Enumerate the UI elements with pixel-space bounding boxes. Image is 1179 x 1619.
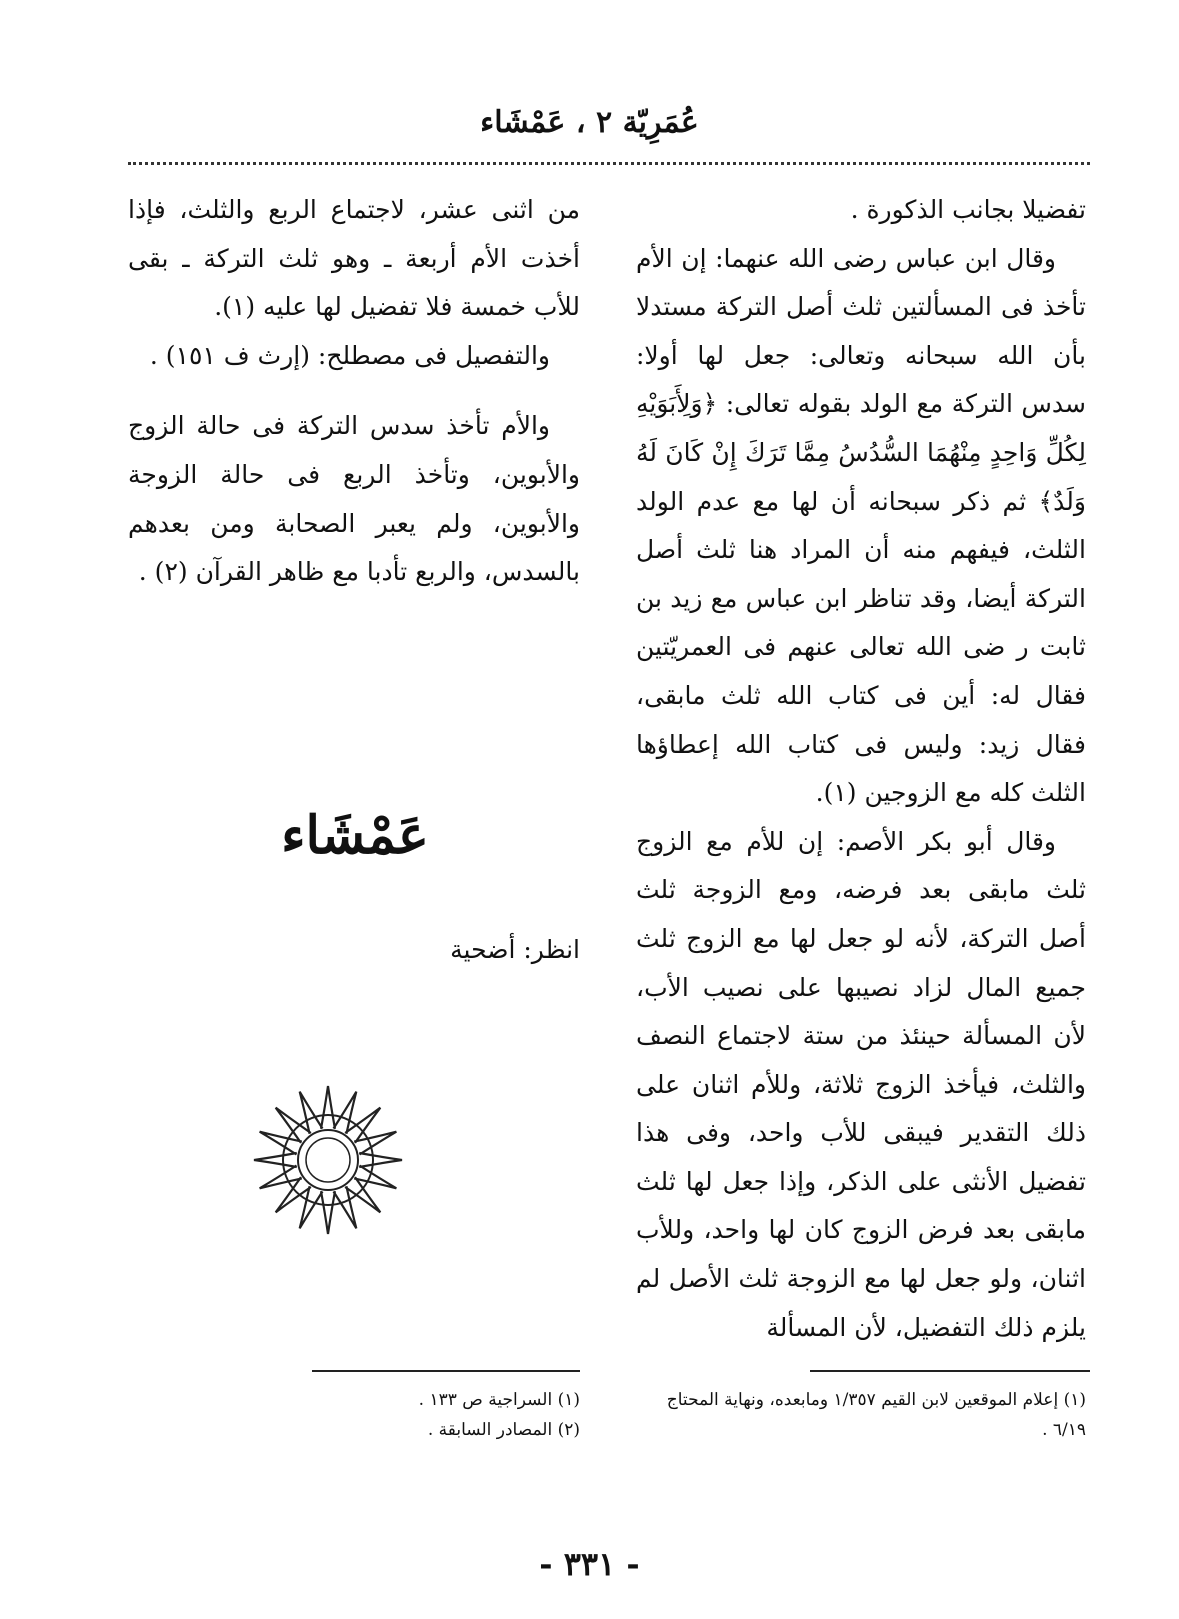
footnotes-right bbox=[636, 1385, 1086, 1445]
footnote: (١) إعلام الموقعين لابن القيم ١/٣٥٧ ومابعده، ونهاية المحتاج ٦/١٩ . bbox=[666, 1390, 1086, 1440]
footnote: (١) السراجية ص ١٣٣ . bbox=[418, 1390, 580, 1410]
footnotes-left bbox=[312, 1385, 580, 1445]
header-dotted-rule bbox=[128, 162, 1090, 165]
ornament-petal bbox=[254, 1153, 297, 1167]
paragraph: وقال أبو بكر الأصم: إن للأم مع الزوج ثلث مابقى بعد فرضه، ومع الزوجة ثلث أصل التركة، لأنه لو جعل لها مع الزوج ثلث جميع المال لزاد نصيبها على نصيب الأب، لأن المسألة حينئذ من ستة لاجتماع النصف والثلث، فيأخذ الزوج ثلاثة، وللأم اثنان على ذلك التقدير فيبقى للأب واحد، وفى هذا تفضيل الأنثى على الذكر، وإذا جعل لها ثلث مابقى بعد فرض الزوج كان لها واحد، وللأب اثنان، ولو جعل لها مع الزوجة ثلث الأصل لم يلزم ذلك التفضيل، لأن المسألة bbox=[636, 826, 1086, 1342]
running-header: عُمَرِيّة ٢ ، عَمْشَاء bbox=[480, 105, 699, 140]
decorative-ornament-icon bbox=[248, 1080, 408, 1240]
see-also-reference: انظر: أضحية bbox=[450, 935, 580, 964]
page-number: - ٣٣١ - bbox=[539, 1545, 640, 1583]
paragraph: والتفصيل فى مصطلح: (إرث ف ١٥١) . bbox=[149, 340, 550, 370]
paragraph: والأم تأخذ سدس التركة فى حالة الزوج والأبوين، وتأخذ الربع فى حالة الزوجة والأبوين، ولم يعبر الصحابة ومن بعدهم بالسدس، والربع تأدبا مع ظاهر القرآن (٢) . bbox=[128, 411, 580, 587]
footnote-rule bbox=[810, 1370, 1090, 1372]
ornament-petal bbox=[321, 1086, 335, 1129]
footnote-rule bbox=[312, 1370, 580, 1372]
paragraph: من اثنى عشر، لاجتماع الربع والثلث، فإذا أخذت الأم أربعة ـ وهو ثلث التركة ـ بقى للأب خمسة فلا تفضيل لها عليه (١). bbox=[128, 195, 580, 322]
paragraph: وقال ابن عباس رضى الله عنهما: إن الأم تأخذ فى المسألتين ثلث أصل التركة مستدلا بأن الله سبحانه وتعالى: جعل لها أولا: سدس التركة مع الولد بقوله تعالى: ﴿وَلِأَبَوَيْهِ لِكُلِّ وَاحِدٍ مِنْهُمَا السُّدُسُ مِمَّا تَرَكَ إِنْ كَانَ لَهُ وَلَدٌ﴾ ثم ذكر سبحانه أن لها مع عدم الولد الثلث، فيفهم منه أن المراد هنا ثلث أصل التركة أيضا، وقد تناظر ابن عباس مع زيد بن ثابت ر ضى الله تعالى عنهم فى العمريّتين فقال له: أين فى كتاب الله ثلث مابقى، فقال زيد: وليس فى كتاب الله إعطاؤها الثلث كله مع الزوجين (١). bbox=[636, 243, 1086, 808]
right-column bbox=[636, 186, 1086, 1352]
footnote: (٢) المصادر السابقة . bbox=[427, 1420, 580, 1440]
entry-heading: عَمْشَاء bbox=[281, 805, 429, 866]
paragraph: تفضيلا بجانب الذكورة . bbox=[850, 195, 1086, 224]
left-column bbox=[128, 186, 580, 597]
ornament-petal bbox=[321, 1191, 335, 1234]
ornament-petal bbox=[359, 1153, 402, 1167]
